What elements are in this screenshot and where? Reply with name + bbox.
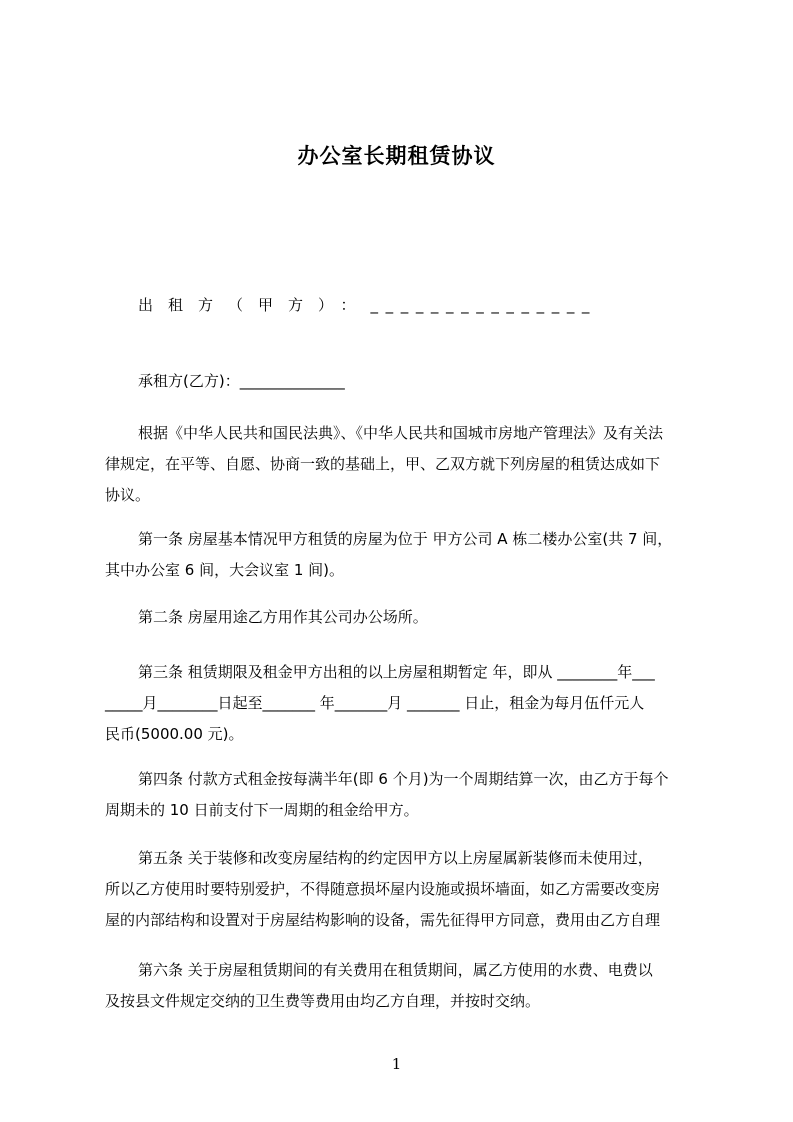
- article-3-line: 民币(5000.00 元)。: [105, 725, 244, 743]
- lessor-blank: _______________: [370, 296, 598, 314]
- article-3-line: 第三条 租赁期限及租金甲方出租的以上房屋租期暂定 年，即从 ________年___: [138, 663, 655, 681]
- preamble-paragraph: [105, 418, 715, 511]
- article-5-line: 第五条 关于装修和改变房屋结构的约定因甲方以上房屋属新装修而未使用过，: [138, 849, 653, 867]
- article-4-paragraph: [105, 764, 715, 826]
- article-4-line: 周期未的 10 日前支付下一周期的租金给甲方。: [105, 801, 419, 819]
- article-6-paragraph: [105, 955, 715, 1017]
- article-5-line: 所以乙方使用时要特别爱护，不得随意损坏屋内设施或损坏墙面，如乙方需要改变房: [105, 880, 661, 898]
- document-title: 办公室长期租赁协议: [297, 144, 496, 168]
- lessor-label: 出租方（甲方）：: [138, 296, 371, 314]
- lessor-line: [138, 294, 703, 315]
- article-1-paragraph: [105, 524, 715, 586]
- article-5-line: 屋的内部结构和设置对于房屋结构影响的设备，需先征得甲方同意，费用由乙方自理: [105, 911, 661, 929]
- article-2-line: 第二条 房屋用途乙方用作其公司办公场所。: [138, 608, 428, 626]
- article-3-line: _____月________日起至_______ 年_______月 _______ 日止，租金为每月伍仟元人: [105, 694, 645, 712]
- article-4-line: 第四条 付款方式租金按每满半年(即 6 个月)为一个周期结算一次，由乙方于每个: [138, 770, 669, 788]
- article-1-line: 其中办公室 6 间，大会议室 1 间)。: [105, 561, 345, 579]
- preamble-line: 协议。: [105, 486, 151, 504]
- page-number: 1: [391, 1055, 402, 1073]
- article-6-line: 第六条 关于房屋租赁期间的有关费用在租赁期间，属乙方使用的水费、电费以: [138, 961, 653, 979]
- article-6-line: 及按县文件规定交纳的卫生费等费用由均乙方自理，并按时交纳。: [105, 992, 541, 1010]
- article-3-paragraph: [105, 657, 715, 750]
- article-2-paragraph: [105, 602, 715, 633]
- lessee-line: 承租方(乙方)：______________: [138, 372, 345, 390]
- preamble-line: 律规定，在平等、自愿、协商一致的基础上，甲、乙双方就下列房屋的租赁达成如下: [105, 455, 661, 473]
- article-1-line: 第一条 房屋基本情况甲方租赁的房屋为位于 甲方公司 A 栋二楼办公室(共 7 间，: [138, 530, 673, 548]
- preamble-line: 根据《中华人民共和国民法典》、《中华人民共和国城市房地产管理法》及有关法: [138, 424, 664, 442]
- article-5-paragraph: [105, 843, 715, 936]
